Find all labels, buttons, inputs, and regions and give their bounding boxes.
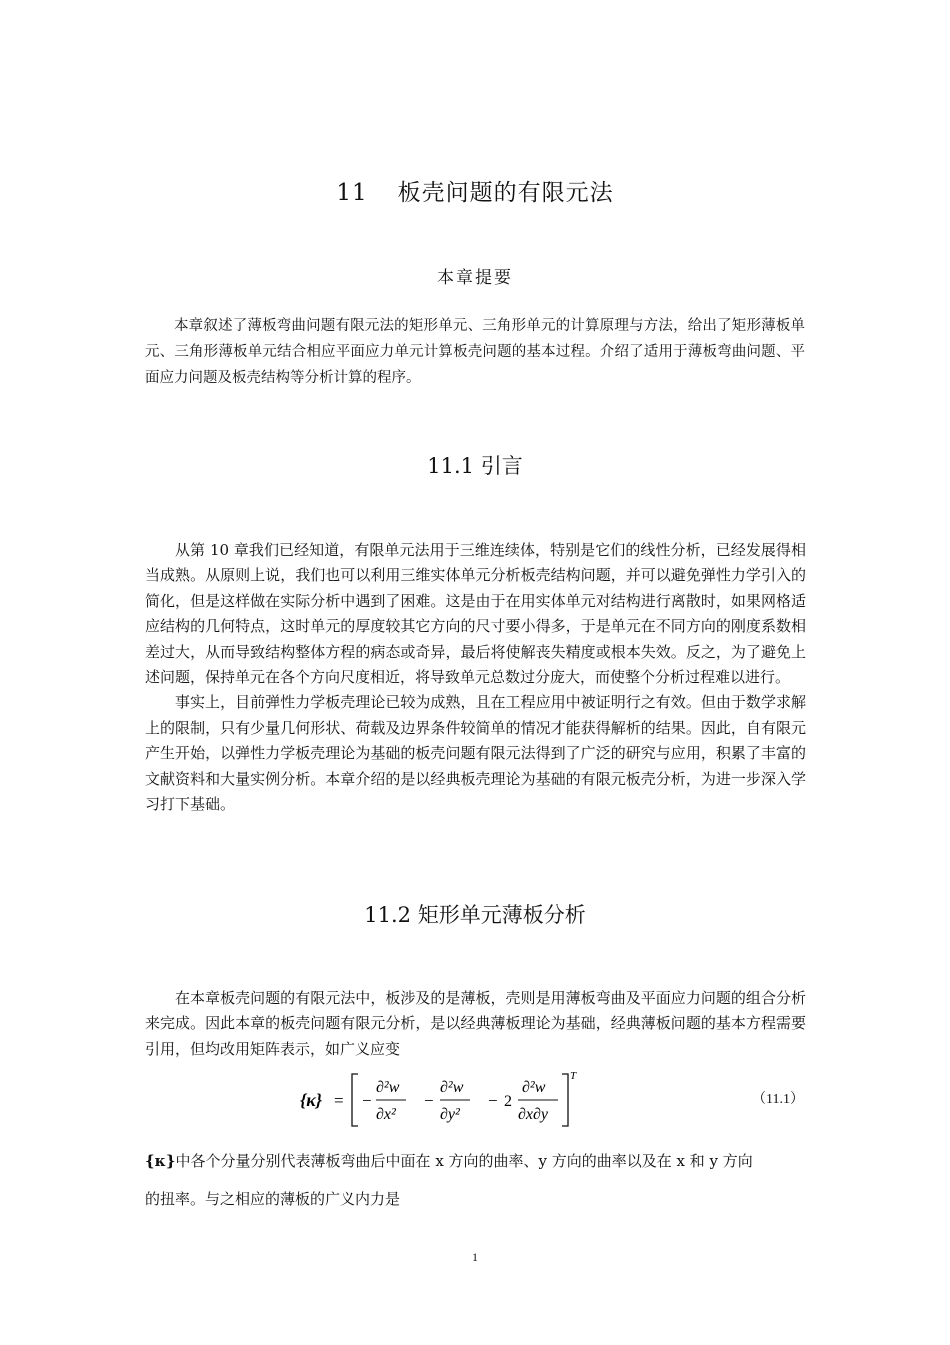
section-1-title: 11.1 引言 xyxy=(427,454,523,478)
eq-term3-denominator: ∂x∂y xyxy=(518,1106,549,1123)
section-2-paragraph: 在本章板壳问题的有限元法中，板涉及的是薄板，壳则是用薄板弯曲及平面应力问题的组合分析来完成。因此本章的板壳问题有限元分析，是以经典薄板理论为基础，经典薄板问题的基本方程需要引用，但均改用矩阵表示，如广义应变 xyxy=(145,989,806,1058)
eq-minus-2: − xyxy=(424,1091,434,1110)
section-1-paragraph-1: 从第 10 章我们已经知道，有限单元法用于三维连续体，特别是它们的线性分析，已经发展得相当成熟。从原则上说，我们也可以利用三维实体单元分析板壳结构问题，并可以避免弹性力学引入的简化，但是这样做在实际分析中遇到了困难。这是由于在用实体单元对结构进行离散时，如果网格适应结构的几何特点，这时单元的厚度较其它方向的尺寸要小得多，于是单元在不同方向的刚度系数相差过大，从而导致结构整体方程的病态或奇异，最后将使解丧失精度或根本失效。反之，为了避免上述问题，保持单元在各个方向尺度相近，将导致单元总数过分庞大，而使整个分析过程难以进行。 xyxy=(145,541,806,687)
page-number: 1 xyxy=(472,1250,478,1264)
kappa-symbol: {κ} xyxy=(145,1152,176,1170)
section-2-title: 11.2 矩形单元薄板分析 xyxy=(364,903,586,927)
eq-left-bracket xyxy=(352,1074,358,1126)
eq-term3-numerator: ∂²w xyxy=(522,1079,546,1096)
eq-term2-numerator: ∂²w xyxy=(440,1079,464,1096)
eq-right-bracket xyxy=(562,1074,568,1126)
eq-term1-denominator: ∂x² xyxy=(376,1106,396,1123)
chapter-title-text: 板壳问题的有限元法 xyxy=(397,180,614,206)
section-1-paragraph-2: 事实上，目前弹性力学板壳理论已较为成熟，且在工程应用中被证明行之有效。但由于数学求解上的限制，只有少量几何形状、荷载及边界条件较简单的情况才能获得解析的结果。因此，自有限元产生开始，以弹性力学板壳理论为基础的板壳问题有限元法得到了广泛的研究与应用，积累了丰富的文献资料和大量实例分析。本章介绍的是以经典板壳理论为基础的有限元板壳分析，为进一步深入学习打下基础。 xyxy=(145,693,806,814)
section-1-body xyxy=(145,538,806,817)
eq-term2-denominator: ∂y² xyxy=(440,1106,460,1123)
eq-transpose-superscript: T xyxy=(570,1070,577,1082)
after-equation-line-1 xyxy=(145,1150,806,1171)
eq-minus-1: − xyxy=(362,1091,372,1110)
after-equation-line-2: 的扭率。与之相应的薄板的广义内力是 xyxy=(145,1190,401,1208)
eq-equals: = xyxy=(334,1091,344,1110)
after-equation-text-1: 中各个分量分别代表薄板弯曲后中面在 x 方向的曲率、y 方向的曲率以及在 x 和 y 方向 xyxy=(175,1152,753,1170)
eq-minus-3: − xyxy=(488,1091,498,1110)
section-2-body xyxy=(145,986,806,1062)
eq-term3-coefficient: 2 xyxy=(504,1093,512,1110)
chapter-title xyxy=(0,174,950,207)
chapter-number: 11 xyxy=(336,180,368,206)
equation-11-1 xyxy=(300,1068,600,1130)
summary-paragraph: 本章叙述了薄板弯曲问题有限元法的矩形单元、三角形单元的计算原理与方法，给出了矩形薄板单元、三角形薄板单元结合相应平面应力单元计算板壳问题的基本过程。介绍了适用于薄板弯曲问题、平面应力问题及板壳结构等分析计算的程序。 xyxy=(145,318,805,386)
summary-heading: 本章提要 xyxy=(437,268,513,288)
eq-lhs: {κ} xyxy=(300,1090,323,1110)
equation-number: （11.1） xyxy=(752,1092,804,1107)
eq-term1-numerator: ∂²w xyxy=(376,1079,400,1096)
